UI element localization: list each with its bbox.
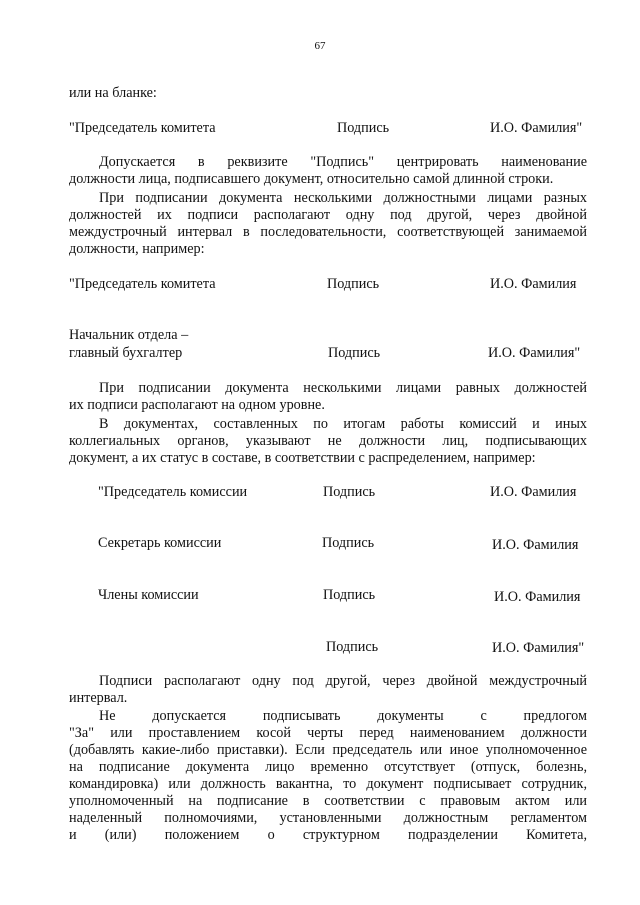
paragraph-6-line: наделенный полномочиями, установленными должностным регламентом	[69, 810, 587, 826]
example3-signature: Подпись	[322, 535, 375, 551]
paragraph-2-line: должностей их подписи располагают одну под другой, через двойной	[69, 207, 587, 223]
paragraph-6-line: (добавлять какие-либо приставки). Если председатель или иное уполномоченное	[69, 742, 587, 758]
example2-signature: Подпись	[328, 345, 381, 361]
paragraph-2-line: При подписании документа несколькими должностными лицами разных	[99, 190, 587, 206]
example3-position: "Председатель комиссии	[98, 484, 248, 500]
example3-position: Члены комиссии	[98, 587, 199, 603]
paragraph-6-line: на подписание документа лицо временно отсутствует (отпуск, болезнь,	[69, 759, 587, 775]
paragraph-5-line: Подписи располагают одну под другой, через двойной междустрочный	[99, 673, 587, 689]
example1-signature: Подпись	[337, 120, 390, 136]
intro-text: или на бланке:	[69, 85, 157, 101]
example2-name: И.О. Фамилия"	[488, 345, 581, 361]
paragraph-6-line: уполномоченный на подписание в соответствии с правовым актом или	[69, 793, 587, 809]
paragraph-1-line: должности лица, подписавшего документ, относительно самой длинной строки.	[69, 171, 554, 187]
example3-name: И.О. Фамилия	[490, 484, 577, 500]
paragraph-1	[69, 154, 587, 188]
example3-name: И.О. Фамилия	[494, 589, 581, 605]
example2-name: И.О. Фамилия	[490, 276, 577, 292]
paragraph-6	[69, 708, 587, 844]
paragraph-2-line: должности, например:	[69, 241, 205, 257]
paragraph-4-line: документ, а их статус в составе, в соответствии с распределением, например:	[69, 450, 536, 466]
example3-signature: Подпись	[323, 484, 376, 500]
example2-position: "Председатель комитета	[69, 276, 216, 292]
paragraph-3-line: При подписании документа несколькими лицами равных должностей	[99, 380, 587, 396]
paragraph-3	[69, 380, 587, 414]
paragraph-4-line: коллегиальных органов, указывают не должности лиц, подписывающих	[69, 433, 587, 449]
example2-position: главный бухгалтер	[69, 345, 183, 361]
paragraph-2-line: междустрочный интервал в последовательности, соответствующей занимаемой	[69, 224, 587, 240]
paragraph-1-line: Допускается в реквизите "Подпись" центрировать наименование	[99, 154, 587, 170]
example3-signature: Подпись	[326, 639, 379, 655]
paragraph-5-line: интервал.	[69, 690, 128, 706]
paragraph-4	[69, 416, 587, 467]
example3-name: И.О. Фамилия	[492, 537, 579, 553]
paragraph-3-line: их подписи располагают на одном уровне.	[69, 397, 325, 413]
example1-name: И.О. Фамилия"	[490, 120, 583, 136]
paragraph-2	[69, 190, 587, 258]
page-number: 67	[314, 40, 326, 52]
example3-signature: Подпись	[323, 587, 376, 603]
paragraph-4-line: В документах, составленных по итогам работы комиссий и иных	[99, 416, 587, 432]
example3-name: И.О. Фамилия"	[492, 640, 585, 656]
example3-position: Секретарь комиссии	[98, 535, 222, 551]
example2-signature: Подпись	[327, 276, 380, 292]
paragraph-6-line: и (или) положением о структурном подразделении Комитета,	[69, 827, 587, 843]
example1-position: "Председатель комитета	[69, 120, 216, 136]
paragraph-6-line: командировка) или должность вакантна, то документ подписывает сотрудник,	[69, 776, 587, 792]
paragraph-6-line: "За" или проставлением косой черты перед наименованием должности	[69, 725, 587, 741]
example2-position: Начальник отдела –	[69, 327, 189, 343]
paragraph-6-line: Не допускается подписывать документы с предлогом	[99, 708, 587, 724]
paragraph-5	[69, 673, 587, 707]
